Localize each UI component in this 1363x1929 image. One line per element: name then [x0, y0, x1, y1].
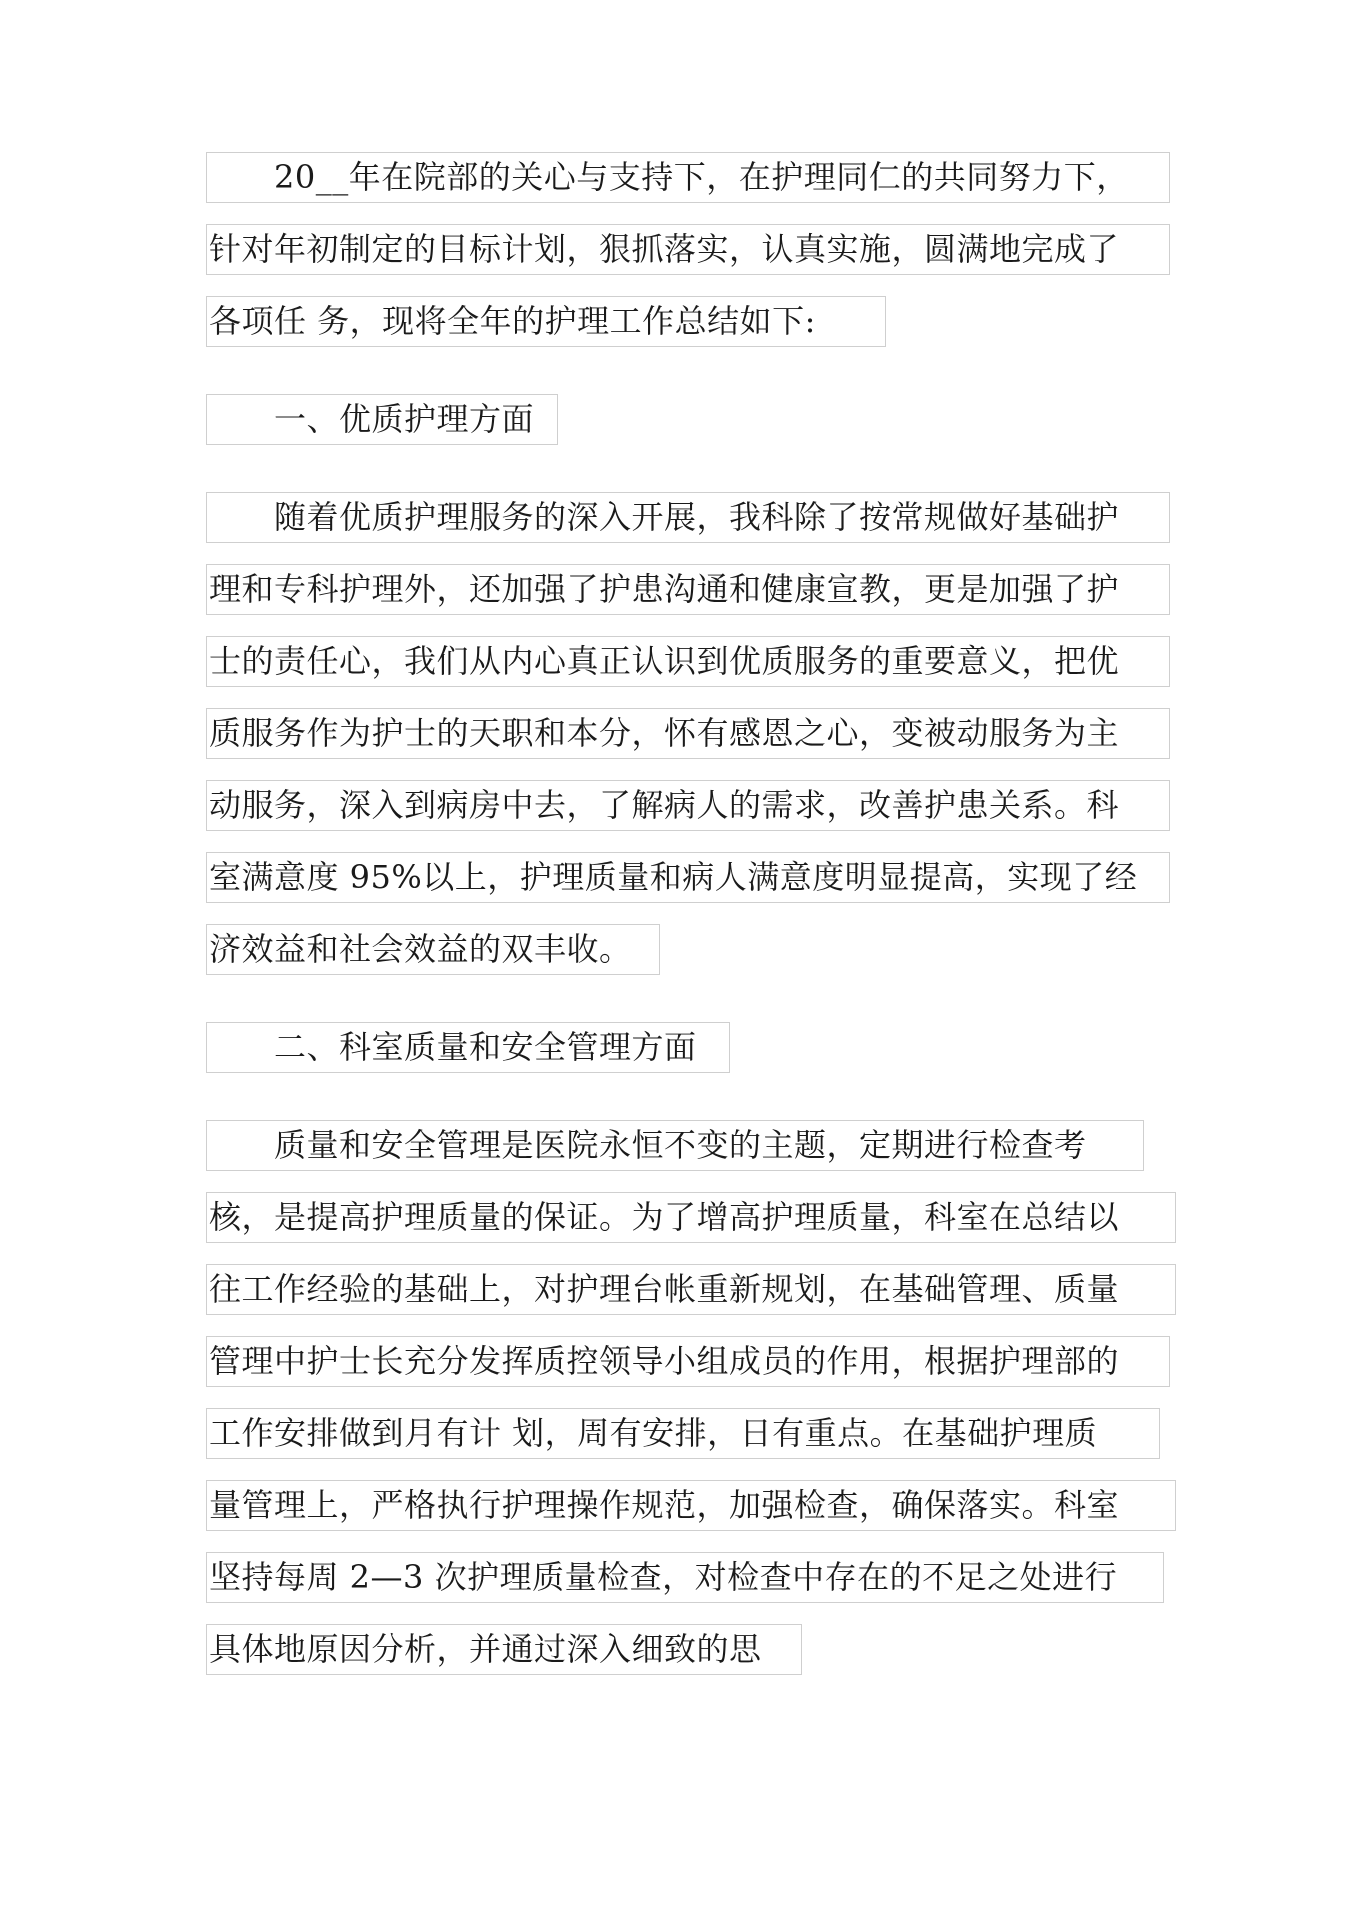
paragraph-line: [206, 564, 1170, 615]
line-text: 坚持每周 2—3 次护理质量检查，对检查中存在的不足之处进行: [209, 1558, 1118, 1596]
paragraph-line: [206, 852, 1170, 903]
line-text: 质服务作为护士的天职和本分，怀有感恩之心，变被动服务为主: [209, 714, 1120, 752]
paragraph-line: [206, 1480, 1176, 1531]
paragraph-line: [206, 1624, 802, 1675]
section-heading: [206, 394, 558, 445]
paragraph-line: [206, 224, 1170, 275]
paragraph-line: [206, 636, 1170, 687]
line-text: 管理中护士长充分发挥质控领导小组成员的作用，根据护理部的: [209, 1342, 1120, 1380]
line-text: 核，是提高护理质量的保证。为了增高护理质量，科室在总结以: [209, 1198, 1120, 1236]
line-text: 士的责任心，我们从内心真正认识到优质服务的重要意义，把优: [209, 642, 1120, 680]
paragraph-line: [206, 1120, 1144, 1171]
line-text: 20__年在院部的关心与支持下，在护理同仁的共同努力下，: [209, 158, 1129, 196]
line-text: 量管理上，严格执行护理操作规范，加强检查，确保落实。科室: [209, 1486, 1120, 1524]
line-text: 理和专科护理外，还加强了护患沟通和健康宣教，更是加强了护: [209, 570, 1120, 608]
paragraph-line: [206, 924, 660, 975]
paragraph-line: [206, 708, 1170, 759]
paragraph-line: [206, 1264, 1176, 1315]
heading-text: 二、科室质量和安全管理方面: [209, 1028, 697, 1066]
line-text: 质量和安全管理是医院永恒不变的主题，定期进行检查考: [209, 1126, 1087, 1164]
line-text: 动服务，深入到病房中去，了解病人的需求，改善护患关系。科: [209, 786, 1120, 824]
line-text: 济效益和社会效益的双丰收。: [209, 930, 632, 968]
paragraph-line: [206, 296, 886, 347]
paragraph-line: [206, 1192, 1176, 1243]
paragraph-line: [206, 1552, 1164, 1603]
line-text: 具体地原因分析，并通过深入细致的思: [209, 1630, 762, 1668]
paragraph-line: [206, 1336, 1170, 1387]
line-text: 室满意度 95%以上，护理质量和病人满意度明显提高，实现了经: [209, 858, 1138, 896]
line-text: 针对年初制定的目标计划，狠抓落实，认真实施，圆满地完成了: [209, 230, 1120, 268]
paragraph-line: [206, 152, 1170, 203]
heading-text: 一、优质护理方面: [209, 400, 535, 438]
paragraph-line: [206, 492, 1170, 543]
line-text: 工作安排做到月有计 划，周有安排，日有重点。在基础护理质: [209, 1414, 1098, 1452]
line-text: 往工作经验的基础上，对护理台帐重新规划，在基础管理、质量: [209, 1270, 1120, 1308]
section-heading: [206, 1022, 730, 1073]
line-text: 各项任 务，现将全年的护理工作总结如下:: [209, 302, 816, 340]
line-text: 随着优质护理服务的深入开展，我科除了按常规做好基础护: [209, 498, 1120, 536]
paragraph-line: [206, 780, 1170, 831]
paragraph-line: [206, 1408, 1160, 1459]
